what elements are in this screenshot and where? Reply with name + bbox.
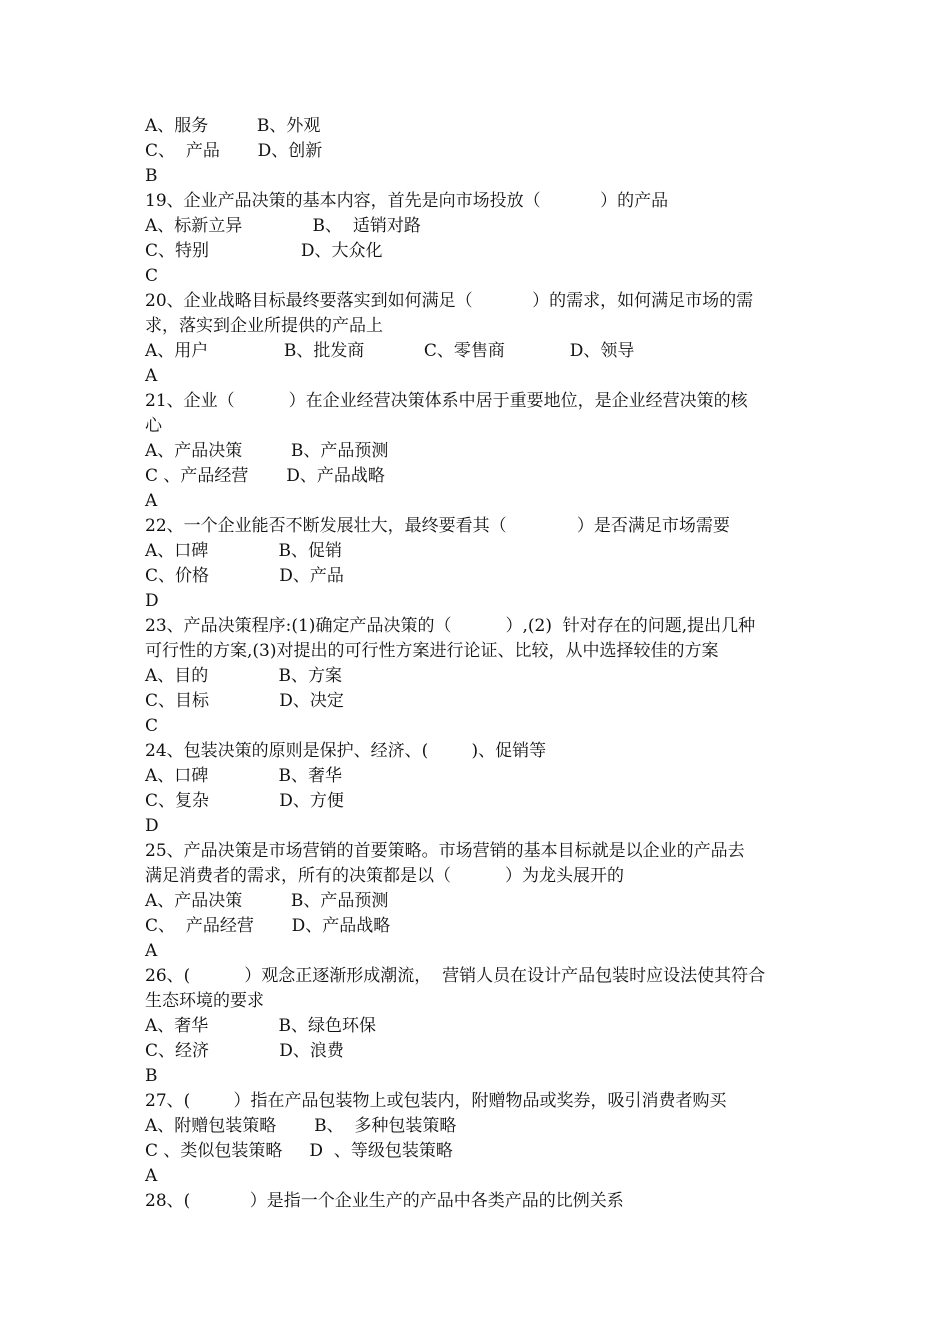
answer-line: A — [145, 941, 158, 961]
question-line: 满足消费者的需求，所有的决策都是以（ ）为龙头展开的 — [145, 866, 625, 886]
option-line: A、附赠包装策略 B、 多种包装策略 — [145, 1116, 457, 1136]
option-line: A、产品决策 B、产品预测 — [145, 891, 389, 911]
question-line: 求，落实到企业所提供的产品上 — [145, 316, 383, 336]
question-line: 23、产品决策程序:(1)确定产品决策的（ ）,(2) 针对存在的问题,提出几种 — [145, 616, 756, 636]
option-line: C、目标 D、决定 — [145, 691, 344, 711]
option-line: C 、类似包装策略 D 、等级包装策略 — [145, 1141, 453, 1161]
question-line: 可行性的方案,(3)对提出的可行性方案进行论证、比较，从中选择较佳的方案 — [145, 641, 719, 661]
option-line: A、用户 B、批发商 C、零售商 D、领导 — [145, 341, 635, 361]
answer-line: D — [145, 816, 159, 836]
option-line: A、口碑 B、促销 — [145, 541, 343, 561]
question-line: 25、产品决策是市场营销的首要策略。市场营销的基本目标就是以企业的产品去 — [145, 841, 745, 861]
option-line: C、经济 D、浪费 — [145, 1041, 344, 1061]
question-line: 28、( ）是指一个企业生产的产品中各类产品的比例关系 — [145, 1191, 624, 1211]
option-line: C、 产品经营 D、产品战略 — [145, 916, 391, 936]
question-list — [145, 114, 815, 1214]
answer-line: A — [145, 1166, 158, 1186]
option-line: A、产品决策 B、产品预测 — [145, 441, 389, 461]
question-line: 22、一个企业能否不断发展壮大，最终要看其（ ）是否满足市场需要 — [145, 516, 730, 536]
answer-line: C — [145, 266, 159, 286]
answer-line: A — [145, 366, 158, 386]
question-line: 心 — [145, 416, 162, 436]
question-line: 24、包装决策的原则是保护、经济、( )、促销等 — [145, 741, 547, 761]
option-line: C、价格 D、产品 — [145, 566, 344, 586]
text-line: A、服务 B、外观 — [145, 116, 321, 136]
option-line: C、复杂 D、方便 — [145, 791, 344, 811]
option-line: A、标新立异 B、 适销对路 — [145, 216, 421, 236]
option-line: A、奢华 B、绿色环保 — [145, 1016, 377, 1036]
option-line: C 、产品经营 D、产品战略 — [145, 466, 385, 486]
question-line: 27、( ）指在产品包装物上或包装内，附赠物品或奖券，吸引消费者购买 — [145, 1091, 727, 1111]
answer-line: C — [145, 716, 159, 736]
text-line: C、 产品 D、创新 — [145, 141, 323, 161]
option-line: A、目的 B、方案 — [145, 666, 343, 686]
question-line: 21、企业（ ）在企业经营决策体系中居于重要地位，是企业经营决策的核 — [145, 391, 748, 411]
question-line: 26、( ）观念正逐渐形成潮流， 营销人员在设计产品包装时应设法使其符合 — [145, 966, 766, 986]
option-line: A、口碑 B、奢华 — [145, 766, 343, 786]
answer-line: B — [145, 166, 158, 186]
answer-line: D — [145, 591, 159, 611]
answer-line: B — [145, 1066, 158, 1086]
question-line: 生态环境的要求 — [145, 991, 264, 1011]
question-line: 20、企业战略目标最终要落实到如何满足（ ）的需求，如何满足市场的需 — [145, 291, 754, 311]
option-line: C、特别 D、大众化 — [145, 241, 383, 261]
question-line: 19、企业产品决策的基本内容，首先是向市场投放（ ）的产品 — [145, 191, 669, 211]
answer-line: A — [145, 491, 158, 511]
